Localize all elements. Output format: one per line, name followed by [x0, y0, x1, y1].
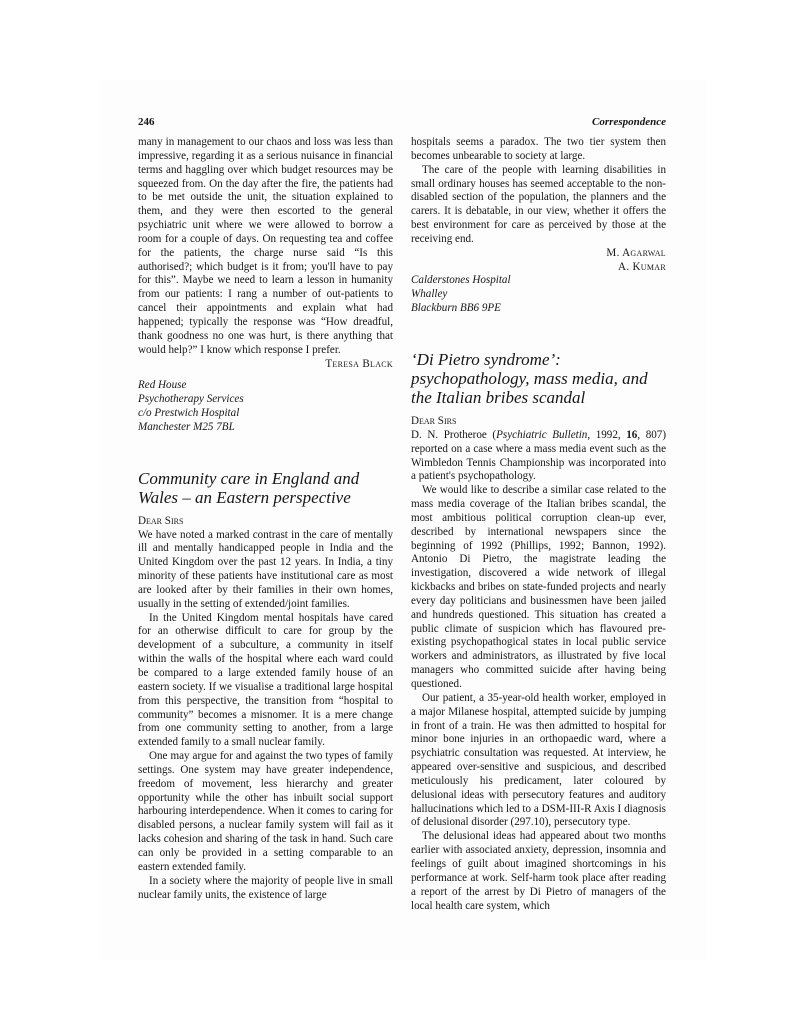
- article3-paragraph: The delusional ideas had appeared about two months earlier with associated anxiety, depression, insomnia and feelings of guilt about imagined shortcomings in his performance at work. Self-harm took place after reading a report of the arrest by Di Pietro of managers of the local health care system, which: [411, 830, 666, 912]
- address-line: Blackburn BB6 9PE: [411, 302, 501, 315]
- article2-paragraph: In a society where the majority of people live in small nuclear family units, the existence of large: [138, 874, 393, 901]
- signature-kumar: A. Kumar: [618, 260, 666, 273]
- running-head: Correspondence: [592, 116, 666, 128]
- article3-paragraph: Our patient, a 35-year-old health worker, employed in a major Milanese hospital, attempted suicide by jumping in front of a train. He was then admitted to hospital for minor bone injuries in an orthopaedic ward, where a psychiatric consultation was requested. At interview, he appeared over-sensitive and suspicious, and described meticulously his predicament, later coloured by delusional ideas with persecutory features and auditory hallucinations which led to a DSM-III-R Axis I diagnosis of delusional disorder (297.10), persecutory type.: [411, 691, 666, 829]
- article2-paragraph: In the United Kingdom mental hospitals have cared for an otherwise difficult to care for group by the development of a subculture, a community in itself within the walls of the hospital where each ward could be compared to a large extended family house of an eastern society. If we visualise a traditional large hospital from this perspective, the transition from “hospital to community” becomes a misnomer. It is a mere change from one community setting to another, from a large extended family to a small nuclear family.: [138, 611, 393, 749]
- letter2-address: [411, 274, 666, 316]
- article-title-community-care: Community care in England and Wales – an Eastern perspective: [138, 468, 360, 507]
- letter1-body-paragraph: many in management to our chaos and loss was less than impressive, regarding it as a serious nuisance in financial terms and haggling over which budget resources may be squeezed from. On the day after the fire, the patients had to be met outside the unit, the situation explained to them, and they were then escorted to the general psychiatric unit where we were allowed to borrow a room for a couple of days. On requesting tea and coffee for the patients, the charge nurse said “Is this authorised?; which budget is it from; you'll have to pay for this”. Maybe we need to learn a lesson in humanity from our patients: I rang a number of out-patients to cancel their appointments and explain what had happened; typically the response was “How dreadful, thank goodness no one was hurt, is there anything that would help?” I know which response I prefer.: [138, 136, 393, 356]
- left-column: [138, 136, 393, 902]
- cited-author: D. N. Protheroe: [411, 428, 487, 441]
- article2-paragraph: One may argue for and against the two types of family settings. One system may have greater independence, freedom of movement, less hierarchy and greater opportunity while the other has inbuilt social support harbouring interdependence. When it comes to caring for disabled persons, a nuclear family system will fail as it lacks cohesion and sharing of the task in hand. Such care can only be provided in a setting comparable to an eastern extended family.: [138, 750, 393, 873]
- article3-paragraph: D. N. Protheroe (Psychiatric Bulletin, 1992, 16, 807) reported on a case where a mass media event such as the Wimbledon Tennis Championship was incorporated into a patient's psychopathology.: [411, 428, 667, 483]
- volume-number: 16: [626, 428, 638, 441]
- signature-teresa-black: Teresa Black: [325, 357, 393, 370]
- address-line: Red House: [138, 379, 187, 392]
- article-title-di-pietro: ‘Di Pietro syndrome’: psychopathology, mass media, and the Italian bribes scandal: [411, 349, 648, 407]
- address-line: Whalley: [411, 288, 448, 301]
- right-column: [411, 136, 666, 913]
- signature-agarwal: M. Agarwal: [606, 246, 666, 259]
- address-line: Psychotherapy Services: [138, 393, 244, 406]
- address-line: Calderstones Hospital: [411, 274, 511, 287]
- article2-paragraph: The care of the people with learning disabilities in small ordinary houses has seemed acceptable to the non-disabled section of the population, the planners and the carers. It is debatable, in our view, whether it offers the best environment for care as perceived by those at the receiving end.: [411, 163, 666, 245]
- article2-paragraph: We have noted a marked contrast in the care of mentally ill and mentally handicapped people in India and the United Kingdom over the past 12 years. In India, a tiny minority of these patients have institutional care as most are looked after by their families in their own homes, usually in the setting of extended/joint families.: [138, 528, 393, 610]
- salutation: Dear Sirs: [138, 514, 184, 527]
- letter1-address: [138, 379, 393, 434]
- article2-paragraph: hospitals seems a paradox. The two tier system then becomes unbearable to society at large.: [411, 136, 666, 162]
- page-header: [138, 116, 666, 132]
- journal-name: Psychiatric Bulletin: [496, 428, 588, 441]
- address-line: c/o Prestwich Hospital: [138, 407, 240, 420]
- page-number: 246: [138, 116, 155, 128]
- address-line: Manchester M25 7BL: [138, 420, 235, 433]
- article3-paragraph: We would like to describe a similar case related to the mass media coverage of the Italian bribes scandal, the most ambitious political corruption clean-up ever, described by international newspapers since the beginning of 1992 (Phillips, 1992; Bannon, 1992). Antonio Di Pietro, the magistrate leading the investigation, discovered a wide network of illegal kickbacks and bribes on state-funded projects and nearly every day politicians and businessmen have been jailed and hundreds questioned. This situation has created a public climate of suspicion which has flavoured pre-existing psychopathogical states in local public service workers and administrators, as illustrated by five local managers who committed suicide after having being questioned.: [411, 484, 666, 690]
- salutation: Dear Sirs: [411, 414, 457, 427]
